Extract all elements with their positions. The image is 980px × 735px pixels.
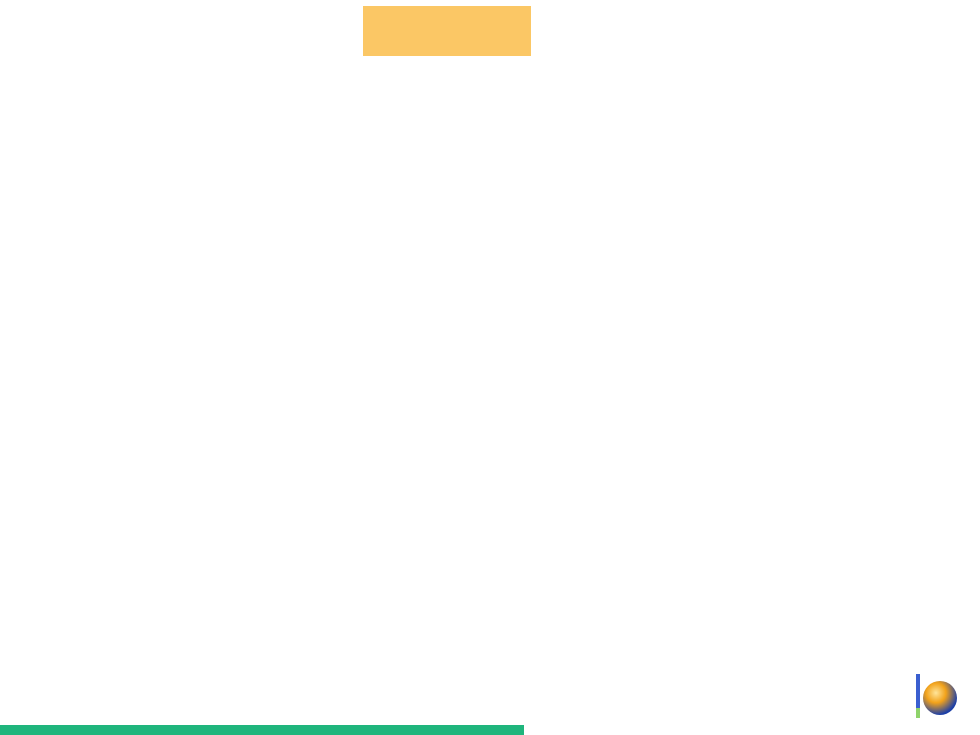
logo-bar-tip [916,708,920,718]
progress-ruler [0,725,524,735]
ruler-fill [0,725,524,735]
presentation-logo-icon [912,670,964,722]
slide-title [363,6,531,56]
logo-ball [923,681,957,715]
